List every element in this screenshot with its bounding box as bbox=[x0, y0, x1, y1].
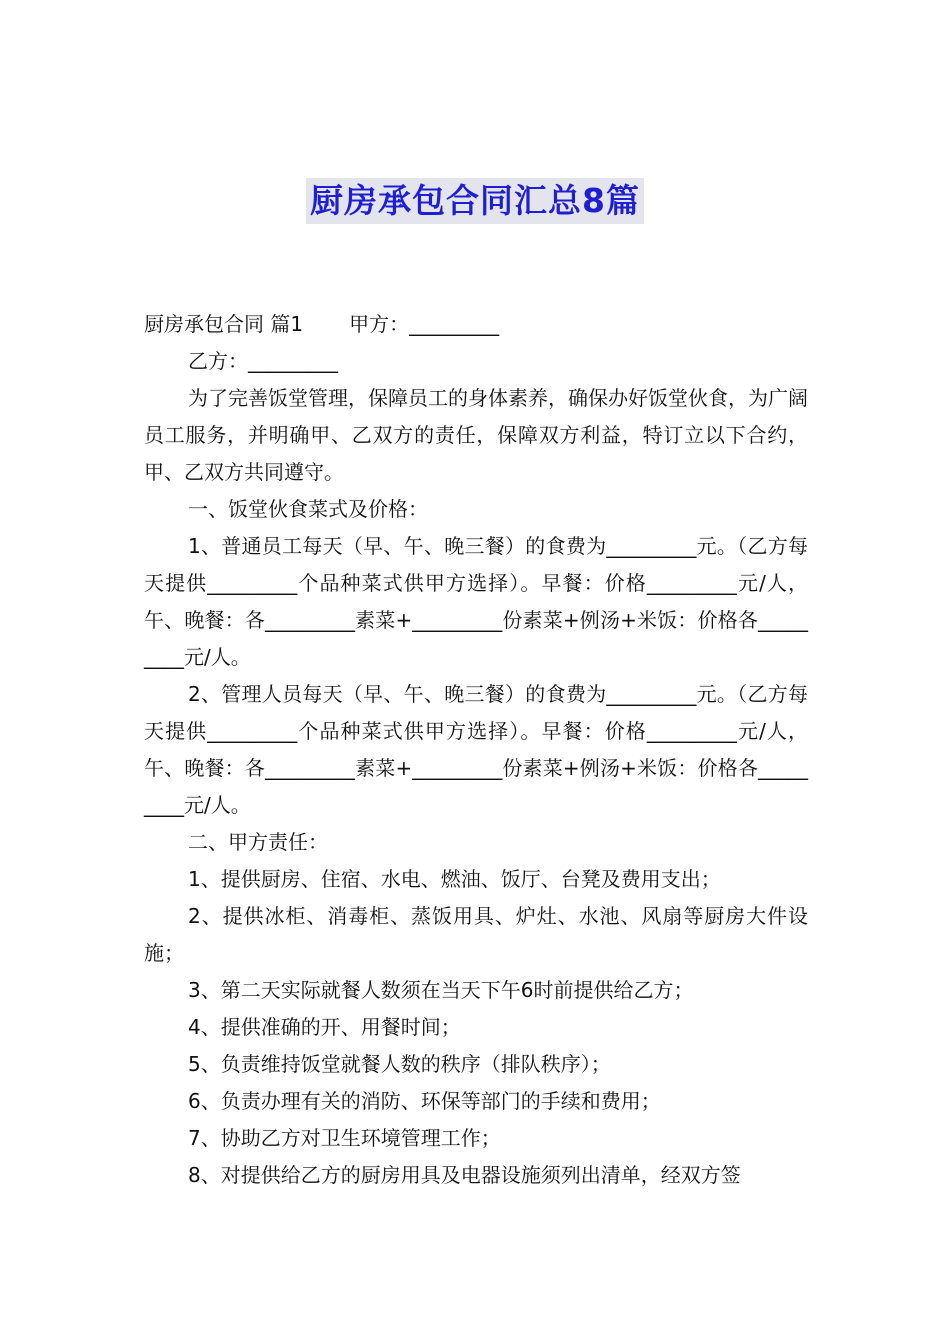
document-body bbox=[144, 306, 808, 1194]
contract-label: 厨房承包合同 篇1 bbox=[144, 312, 304, 336]
section-heading-party-a: 二、甲方责任： bbox=[188, 830, 328, 854]
title-container bbox=[0, 178, 950, 224]
clause-a-7: 7、协助乙方对卫生环境管理工作； bbox=[188, 1126, 501, 1150]
clause-a-2: 2、提供冰柜、消毒柜、蒸饭用具、炉灶、水池、风扇等厨房大件设施； bbox=[144, 904, 808, 965]
clause-a-4: 4、提供准确的开、用餐时间； bbox=[188, 1015, 461, 1039]
clause-staff-meals: 1、普通员工每天（早、午、晚三餐）的食费为_________元。（乙方每天提供_________个品种菜式供甲方选择）。早餐：价格_________元/人，午、晚餐：各_________素菜+_________份素菜+例汤+米饭：价格各_________元/人。 bbox=[144, 534, 808, 669]
document-title: 厨房承包合同汇总8篇 bbox=[306, 178, 644, 224]
clause-a-3: 3、第二天实际就餐人数须在当天下午6时前提供给乙方； bbox=[188, 978, 694, 1002]
party-b-line: 乙方：_________ bbox=[188, 349, 338, 373]
clause-a-8: 8、对提供给乙方的厨房用具及电器设施须列出清单，经双方签 bbox=[188, 1163, 741, 1187]
preamble-paragraph: 为了完善饭堂管理，保障员工的身体素养，确保办好饭堂伙食，为广阔员工服务，并明确甲、乙双方的责任，保障双方利益，特订立以下合约，甲、乙双方共同遵守。 bbox=[144, 386, 808, 484]
clause-a-6: 6、负责办理有关的消防、环保等部门的手续和费用； bbox=[188, 1089, 661, 1113]
clause-a-5: 5、负责维持饭堂就餐人数的秩序（排队秩序）； bbox=[188, 1052, 611, 1076]
contract-header-line bbox=[144, 306, 808, 343]
section-heading-meals: 一、饭堂伙食菜式及价格： bbox=[188, 497, 428, 521]
clause-a-1: 1、提供厨房、住宿、水电、燃油、饭厅、台凳及费用支出； bbox=[188, 867, 721, 891]
clause-manager-meals: 2、管理人员每天（早、午、晚三餐）的食费为_________元。（乙方每天提供_________个品种菜式供甲方选择）。早餐：价格_________元/人，午、晚餐：各_________素菜+_________份素菜+例汤+米饭：价格各_________元/人。 bbox=[144, 682, 808, 817]
party-a-field: 甲方：_________ bbox=[349, 312, 500, 336]
